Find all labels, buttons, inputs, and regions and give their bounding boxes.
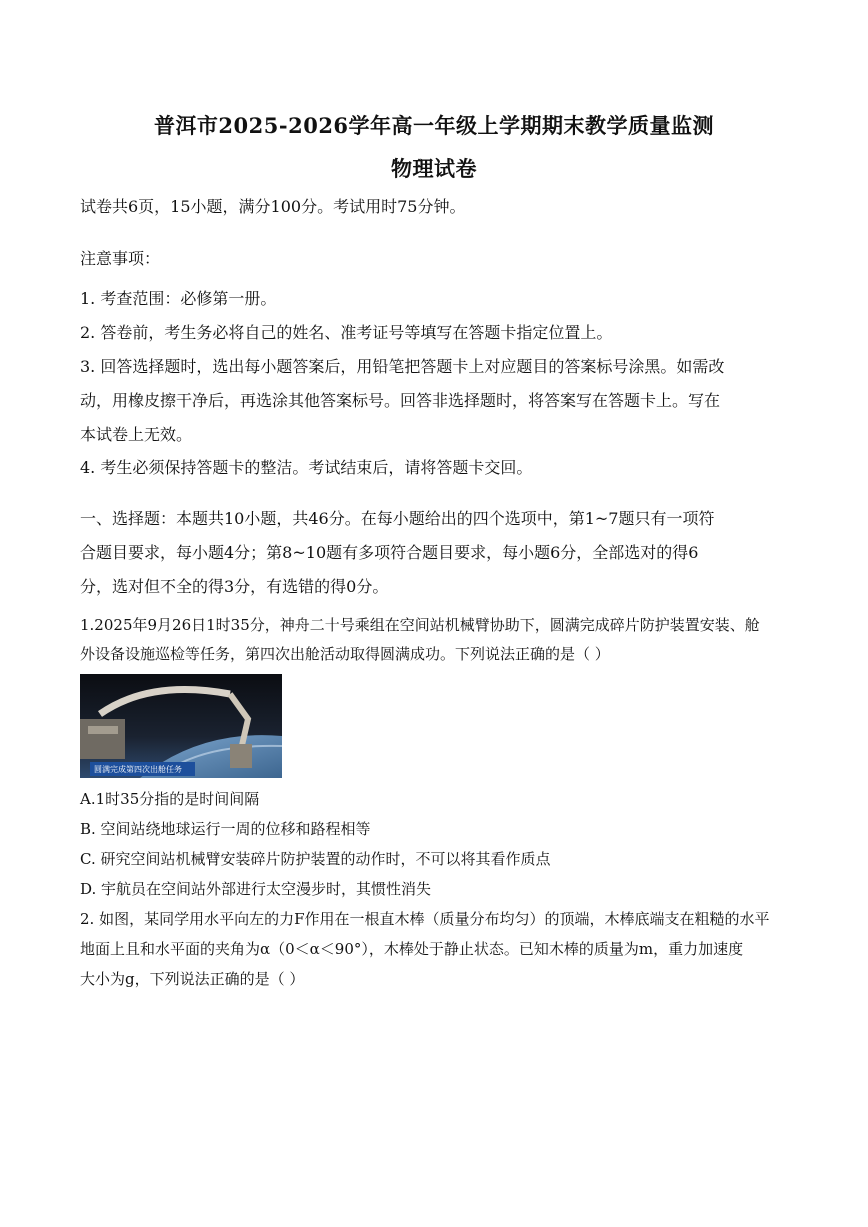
question-1-option: A.1时35分指的是时间间隔	[80, 790, 260, 808]
note-item: 4. 考生必须保持答题卡的整洁。考试结束后，请将答题卡交回。	[80, 458, 533, 477]
note-item: 2. 答卷前，考生务必将自己的姓名、准考证号等填写在答题卡指定位置上。	[80, 323, 613, 342]
question-2-stem: 2. 如图，某同学用水平向左的力F作用在一根直木棒（质量分布均匀）的顶端，木棒底端支在粗糙的水平	[80, 910, 770, 928]
question-1-stem: 外设备设施巡检等任务，第四次出舱活动取得圆满成功。下列说法正确的是（ ）	[80, 645, 610, 663]
question-1-option: C. 研究空间站机械臂安装碎片防护装置的动作时，不可以将其看作质点	[80, 850, 551, 868]
section-heading: 一、选择题：本题共10小题，共46分。在每小题给出的四个选项中，第1~7题只有一项符	[80, 509, 715, 528]
note-item: 3. 回答选择题时，选出每小题答案后，用铅笔把答题卡上对应题目的答案标号涂黑。如需改	[80, 357, 725, 376]
note-item: 动，用橡皮擦干净后，再选涂其他答案标号。回答非选择题时，将答案写在答题卡上。写在	[80, 391, 721, 410]
question-1-stem: 1.2025年9月26日1时35分，神舟二十号乘组在空间站机械臂协助下，圆满完成碎片防护装置安装、舱	[80, 616, 760, 634]
note-item: 1. 考查范围：必修第一册。	[80, 289, 277, 308]
photo-caption: 圆满完成第四次出舱任务	[94, 765, 182, 774]
page-subtitle: 物理试卷	[391, 156, 477, 181]
exam-intro: 试卷共6页，15小题，满分100分。考试用时75分钟。	[80, 197, 466, 216]
section-heading: 合题目要求，每小题4分；第8~10题有多项符合题目要求，每小题6分，全部选对的得6	[80, 543, 699, 562]
section-heading: 分，选对但不全的得3分，有选错的得0分。	[80, 577, 389, 596]
question-1-option: D. 宇航员在空间站外部进行太空漫步时，其惯性消失	[80, 880, 432, 898]
question-2-stem: 大小为g，下列说法正确的是（ ）	[80, 970, 305, 988]
question-2-stem: 地面上且和水平面的夹角为α（0＜α＜90°），木棒处于静止状态。已知木棒的质量为m，重力加速度	[80, 940, 744, 958]
note-item: 本试卷上无效。	[80, 425, 193, 444]
page-title: 普洱市2025-2026学年高一年级上学期期末教学质量监测	[153, 113, 715, 138]
question-1-option: B. 空间站绕地球运行一周的位移和路程相等	[80, 820, 371, 838]
notes-heading: 注意事项：	[80, 249, 161, 268]
question-1-photo	[80, 674, 282, 778]
